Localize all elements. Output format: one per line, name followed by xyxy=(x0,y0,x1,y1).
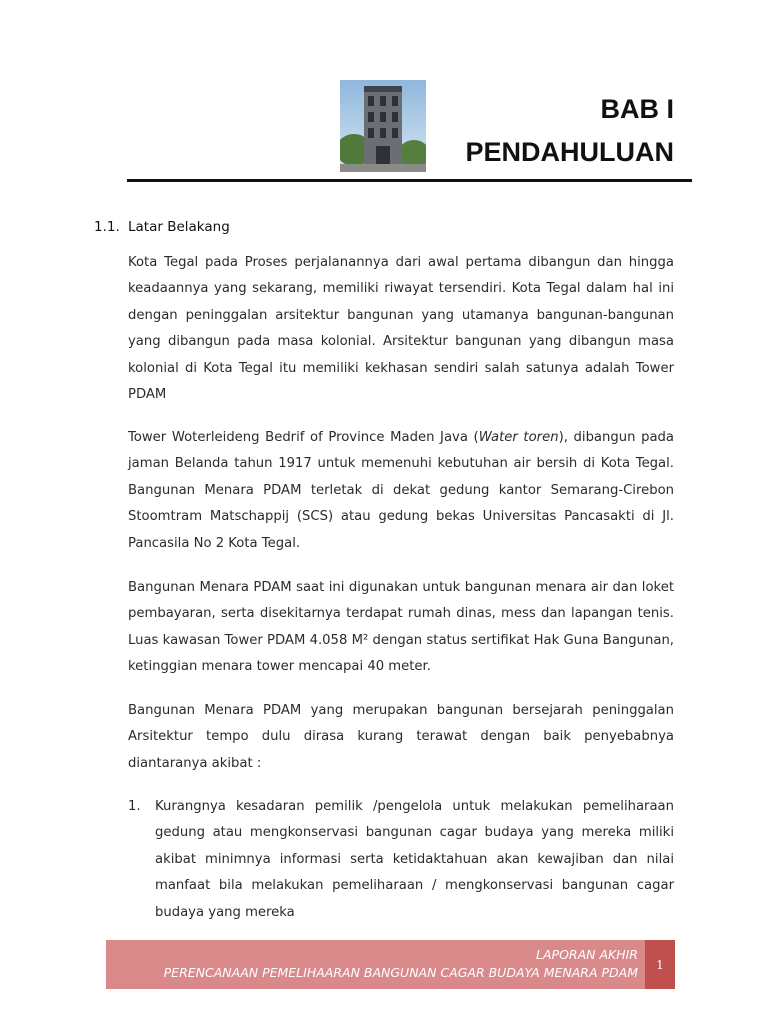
list-marker: 1. xyxy=(128,799,141,814)
heading-rule xyxy=(127,179,692,182)
paragraph: Bangunan Menara PDAM yang merupakan bangunan bersejarah peninggalan Arsitektur tempo dulu dirasa kurang terawat dengan baik penyebabnya diantaranya akibat : xyxy=(128,703,674,771)
tower-photo xyxy=(340,80,426,172)
water-tower-image xyxy=(340,80,426,172)
paragraph-text: Tower Woterleideng Bedrif of Province Maden Java ( xyxy=(128,430,479,445)
chapter-heading xyxy=(466,88,675,174)
section-title: Latar Belakang xyxy=(128,219,230,235)
paragraph: Bangunan Menara PDAM saat ini digunakan untuk bangunan menara air dan loket pembayaran, serta disekitarnya terdapat rumah dinas, mess dan lapangan tenis. Luas kawasan Tower PDAM 4.058 M² dengan status sertifikat Hak Guna Bangunan, ketinggian menara tower mencapai 40 meter. xyxy=(128,580,674,675)
paragraph-text: ), dibangun pada jaman Belanda tahun 1917 untuk memenuhi kebutuhan air bersih di Kota Tegal. Bangunan Menara PDAM terletak di dekat gedung kantor Semarang-Cirebon Stoomtram Matschappij (SCS) atau gedung bekas Universitas Pancasakti di Jl. Pancasila No 2 Kota Tegal. xyxy=(128,430,674,551)
paragraph: Kota Tegal pada Proses perjalanannya dari awal pertama dibangun dan hingga keadaannya yang sekarang, memiliki riwayat tersendiri. Kota Tegal dalam hal ini dengan peninggalan arsitektur bangunan yang utamanya bangunan-bangunan yang dibangun pada masa kolonial. Arsitektur bangunan yang dibangun masa kolonial di Kota Tegal itu memiliki kekhasan sendiri salah satunya adalah Tower PDAM xyxy=(128,255,674,403)
list-item-text: Kurangnya kesadaran pemilik /pengelola untuk melakukan pemeliharaan gedung atau mengkonservasi bangunan cagar budaya yang mereka miliki akibat minimnya informasi serta ketidaktahuan akan kewajiban dan nilai manfaat bila melakukan pemeliharaan / mengkonservasi bangunan cagar budaya yang mereka xyxy=(155,799,674,920)
footer-text xyxy=(164,946,638,982)
paragraph xyxy=(128,425,674,557)
section-heading xyxy=(94,219,230,235)
footer-report-title: PERENCANAAN PEMELIHAARAN BANGUNAN CAGAR BUDAYA MENARA PDAM xyxy=(163,965,638,980)
page-number: 1 xyxy=(645,940,675,989)
chapter-title: PENDAHULUAN xyxy=(465,137,674,167)
chapter-number: BAB I xyxy=(600,94,674,124)
footer-band xyxy=(106,940,646,989)
paragraph-italic-text: Water toren xyxy=(478,430,559,445)
list-item xyxy=(128,794,674,926)
footer-report-type: LAPORAN AKHIR xyxy=(536,947,638,962)
section-number: 1.1. xyxy=(94,219,120,235)
cause-list xyxy=(128,794,674,926)
